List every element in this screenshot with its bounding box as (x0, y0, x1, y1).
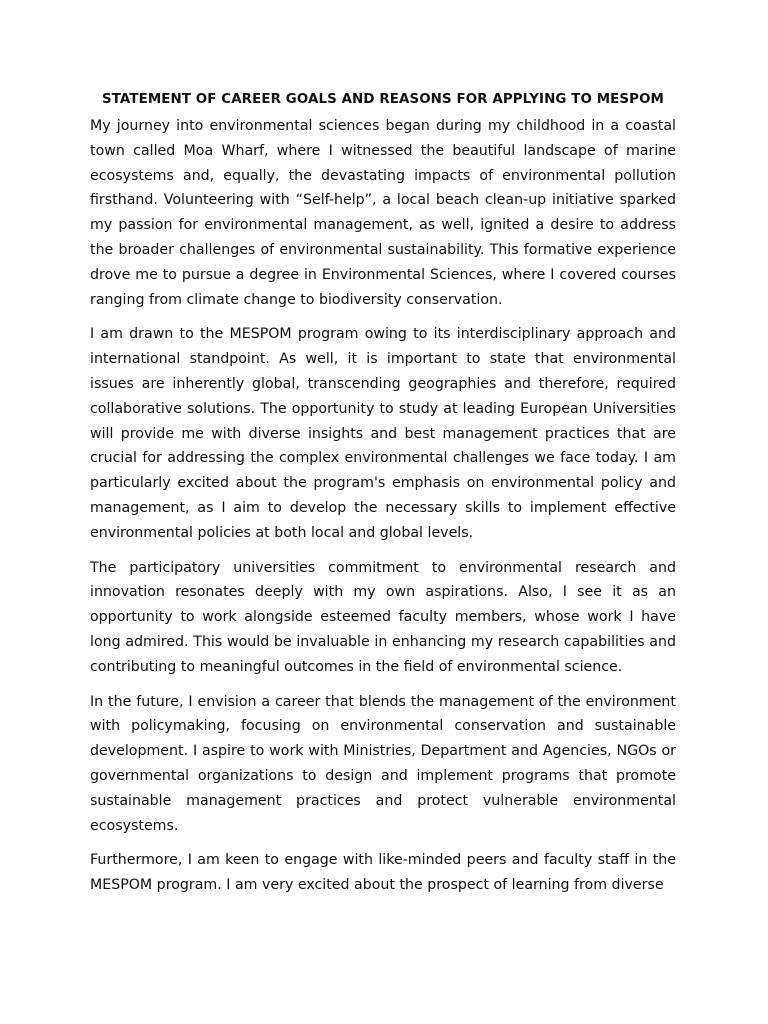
paragraph-career-vision: In the future, I envision a career that blends the management of the environment with policymaking, focusing on environmental conservation and sustainable development. I aspire to work with Ministries, Department and Agencies, NGOs or governmental organizations to design and implement programs that promote sustainable management practices and protect vulnerable environmental ecosystems. (90, 693, 676, 834)
paragraph-program-interest: I am drawn to the MESPOM program owing to its interdisciplinary approach and international standpoint. As well, it is important to state that environmental issues are inherently global, transcending geographies and therefore, required collaborative solutions. The opportunity to study at leading European Universities will provide me with diverse insights and best management practices that are crucial for addressing the complex environmental challenges we face today. I am particularly excited about the program's emphasis on environmental policy and management, as I aim to develop the necessary skills to implement effective environmental policies at both local and global levels. (90, 326, 676, 541)
paragraph-research-commitment: The participatory universities commitment to environmental research and innovation resonates deeply with my own aspirations. Also, I see it as an opportunity to work alongside esteemed faculty members, whose work I have long admired. This would be invaluable in enhancing my research capabilities and contributing to meaningful outcomes in the field of environmental science. (90, 559, 676, 675)
paragraph-peer-engagement: Furthermore, I am keen to engage with like-minded peers and faculty staff in the MESPOM program. I am very excited about the prospect of learning from diverse (90, 852, 676, 894)
document-title: STATEMENT OF CAREER GOALS AND REASONS FOR APPLYING TO MESPOM (101, 92, 664, 107)
document-body (90, 88, 676, 908)
paragraph-childhood: My journey into environmental sciences began during my childhood in a coastal town called Moa Wharf, where I witnessed the beautiful landscape of marine ecosystems and, equally, the devastating impacts of environmental pollution firsthand. Volunteering with “Self-help”, a local beach clean-up initiative sparked my passion for environmental management, as well, ignited a desire to address the broader challenges of environmental sustainability. This formative experience drove me to pursue a degree in Environmental Sciences, where I covered courses ranging from climate change to biodiversity conservation. (90, 118, 676, 308)
